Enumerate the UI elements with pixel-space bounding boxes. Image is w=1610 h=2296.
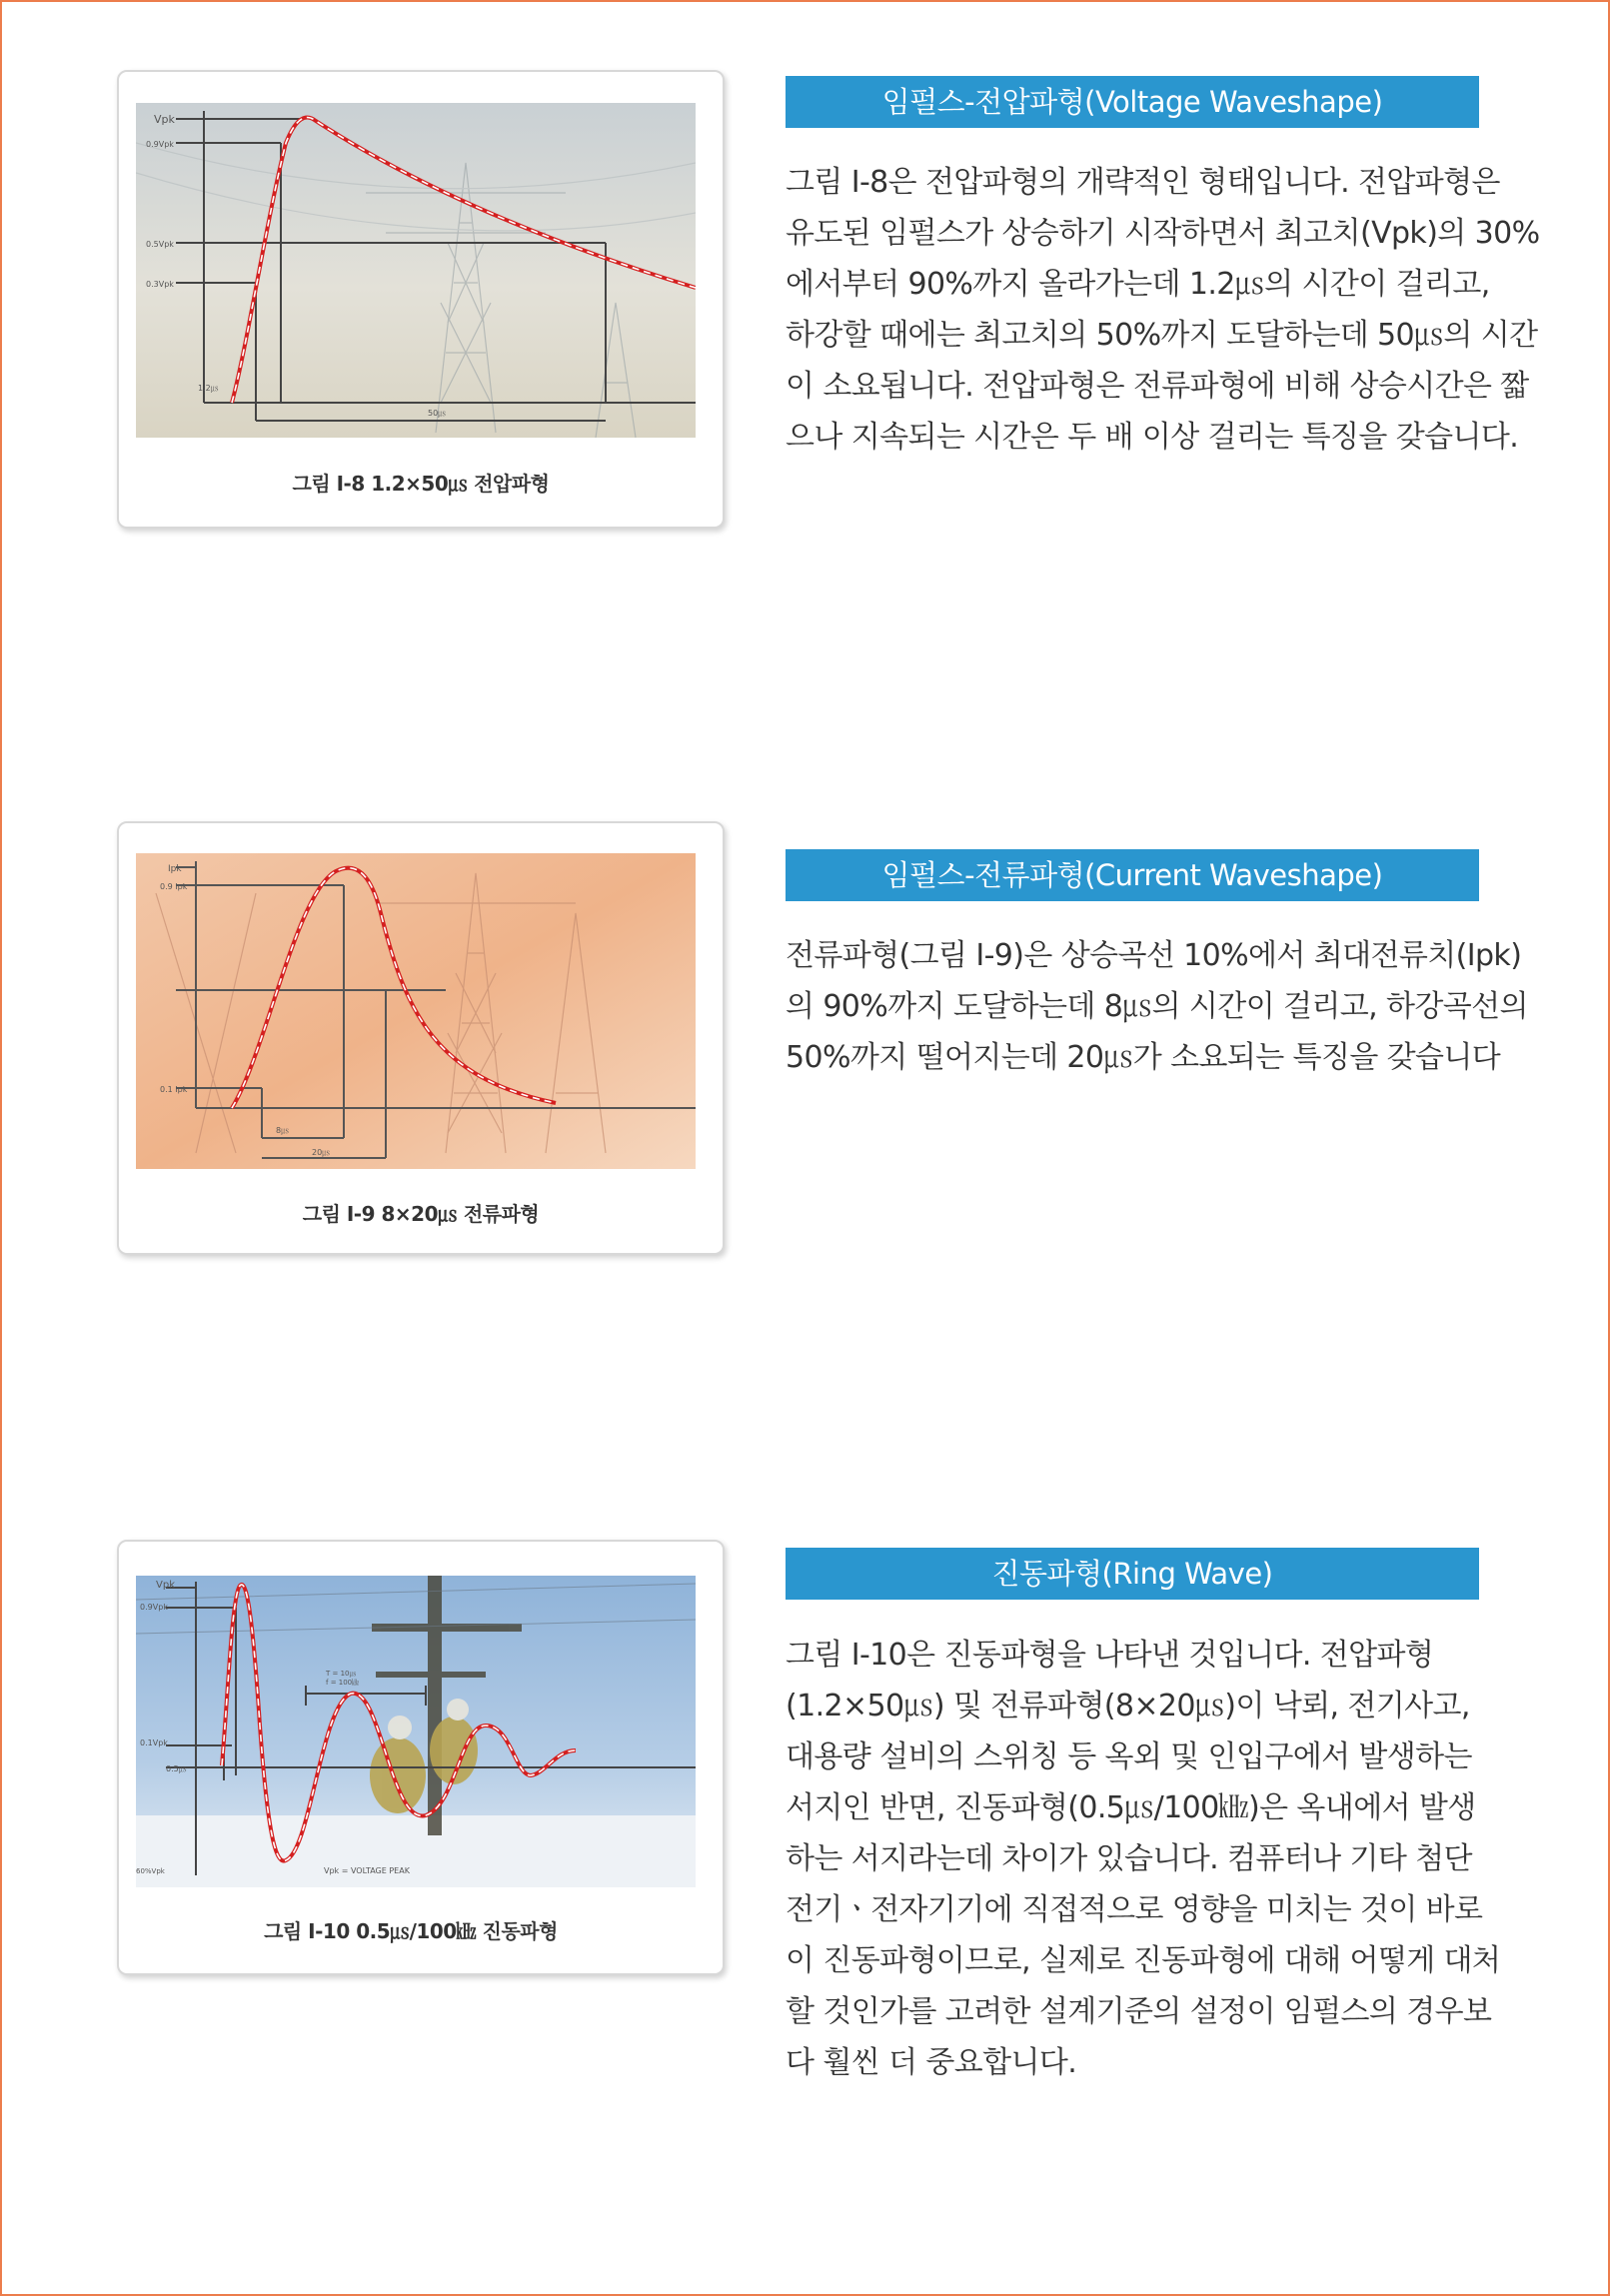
body-line: 대용량 설비의 스위칭 등 옥외 및 인입구에서 발생하는 <box>786 1739 1472 1774</box>
label-0-9ipk: 0.9 Ipk <box>160 882 188 891</box>
body-line: 이 진동파형이므로, 실제로 진동파형에 대해 어떻게 대처 <box>786 1943 1501 1978</box>
section-title-voltage: 임펄스-전압파형(Voltage Waveshape) <box>786 76 1479 128</box>
body-line: 그림 Ⅰ-10은 진동파형을 나타낸 것입니다. 전압파형 <box>786 1638 1434 1673</box>
body-line: 에서부터 90%까지 올라가는데 1.2㎲의 시간이 걸리고, <box>786 267 1490 302</box>
figure-caption: 그림 Ⅰ-8 1.2×50㎲ 전압파형 <box>292 472 550 496</box>
body-line: 전기ㆍ전자기기에 직접적으로 영향을 미치는 것이 바로 <box>786 1892 1483 1927</box>
ring-wave-figure <box>136 1576 696 1887</box>
body-line: (1.2×50㎲) 및 전류파형(8×20㎲)이 낙뢰, 전기사고, <box>786 1689 1470 1723</box>
label-ipk: Ipk <box>168 864 182 874</box>
body-line: 할 것인가를 고려한 설계기준의 설정이 임펄스의 경우보 <box>786 1994 1492 2029</box>
label-0-9vpk: 0.9Vpk <box>146 140 174 149</box>
label-period: T = 10㎲ <box>326 1670 357 1678</box>
body-line: 전류파형(그림 Ⅰ-9)은 상승곡선 10%에서 최대전류치(Ipk) <box>786 938 1522 973</box>
voltage-waveshape-figure <box>136 103 696 438</box>
body-line: 다 훨씬 더 중요합니다. <box>786 2045 1077 2080</box>
section-body-current <box>786 930 1585 1083</box>
label-vpk-legend: Vpk = VOLTAGE PEAK <box>324 1866 410 1875</box>
body-line: 50%까지 떨어지는데 20㎲가 소요되는 특징을 갖습니다 <box>786 1040 1501 1075</box>
section-title-current: 임펄스-전류파형(Current Waveshape) <box>786 849 1479 901</box>
label-50us: 50㎲ <box>428 409 447 418</box>
label-0-5vpk: 0.5Vpk <box>146 240 174 249</box>
section-body-voltage <box>786 157 1585 463</box>
section-title-ringwave: 진동파형(Ring Wave) <box>786 1548 1479 1600</box>
figure-card-ringwave <box>117 1540 725 1975</box>
label-vpk: Vpk <box>154 113 175 126</box>
figure-card-current <box>117 821 725 1255</box>
body-line: 서지인 반면, 진동파형(0.5㎲/100㎑)은 옥내에서 발생 <box>786 1790 1476 1825</box>
body-line: 으나 지속되는 시간은 두 배 이상 걸리는 특징을 갖습니다. <box>786 420 1519 455</box>
label-0-3vpk: 0.3Vpk <box>146 280 174 289</box>
label-0-1ipk: 0.1 Ipk <box>160 1085 188 1094</box>
current-waveshape-figure <box>136 853 696 1169</box>
label-8us: 8㎲ <box>276 1126 290 1135</box>
label-frequency: f = 100㎑ <box>326 1679 360 1687</box>
label-0-1vpk: 0.1Vpk <box>140 1738 168 1747</box>
body-line: 하는 서지라는데 차이가 있습니다. 컴퓨터나 기타 첨단 <box>786 1841 1472 1876</box>
label-0-9vpk: 0.9Vpk <box>140 1603 168 1612</box>
label-0-5us: 0.5㎲ <box>166 1764 187 1773</box>
body-line: 유도된 임펄스가 상승하기 시작하면서 최고치(Vpk)의 30% <box>786 216 1540 251</box>
body-line: 하강할 때에는 최고치의 50%까지 도달하는데 50㎲의 시간 <box>786 318 1538 353</box>
label-1-2us: 1.2㎲ <box>198 384 219 393</box>
label-20us: 20㎲ <box>312 1148 331 1157</box>
figure-card-voltage <box>117 70 725 529</box>
label-vpk: Vpk <box>156 1580 175 1591</box>
body-line: 이 소요됩니다. 전압파형은 전류파형에 비해 상승시간은 짧 <box>786 369 1529 404</box>
body-line: 그림 Ⅰ-8은 전압파형의 개략적인 형태입니다. 전압파형은 <box>786 165 1500 200</box>
label-60vpk: 60%Vpk <box>136 1867 165 1875</box>
figure-caption: 그림 Ⅰ-10 0.5㎲/100㎑ 진동파형 <box>264 1919 558 1943</box>
body-line: 의 90%까지 도달하는데 8㎲의 시간이 걸리고, 하강곡선의 <box>786 989 1528 1024</box>
section-body-ringwave <box>786 1630 1585 2088</box>
figure-caption: 그림 Ⅰ-9 8×20㎲ 전류파형 <box>302 1202 540 1226</box>
